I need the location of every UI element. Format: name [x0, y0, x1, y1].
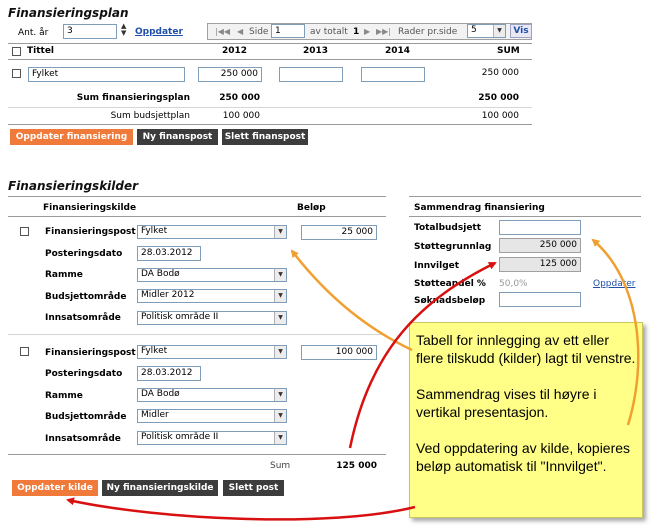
- effort-area-value: Politisk område II: [141, 432, 219, 442]
- new-finance-post-button[interactable]: Ny finanspost: [137, 129, 218, 145]
- pager-total-value: 1: [353, 27, 360, 37]
- effort-area-label: Innsatsområde: [45, 434, 121, 444]
- support-base-label: Støttegrunnlag: [414, 242, 492, 252]
- budget-area-label: Budsjettområde: [45, 412, 127, 422]
- frame-value: DA Bodø: [141, 269, 180, 279]
- total-budget-label: Totalbudsjett: [414, 223, 482, 233]
- callout-text-3: Ved oppdatering av kilde, kopieres beløp automatisk til "Innvilget".: [416, 440, 631, 474]
- source-amount-input[interactable]: 100 000: [301, 345, 377, 360]
- budget-area-value: Midler: [141, 410, 169, 420]
- arrow-red-up: [350, 263, 495, 448]
- sum-plan-label: Sum finansieringsplan: [76, 93, 190, 103]
- sum-budget-total: 100 000: [481, 111, 519, 121]
- first-page-icon[interactable]: |◀◀: [215, 27, 230, 36]
- summary-title: Sammendrag finansiering: [414, 203, 545, 213]
- support-base-field: 250 000: [499, 238, 581, 253]
- sum-plan-total: 250 000: [478, 93, 519, 103]
- years-label: Ant. år: [18, 28, 49, 38]
- col-amount: Beløp: [297, 203, 326, 213]
- sum-budget-2012: 100 000: [222, 111, 260, 121]
- date-label: Posteringsdato: [45, 369, 123, 379]
- show-button[interactable]: Vis: [510, 24, 532, 38]
- col-2014: 2014: [385, 46, 411, 56]
- source-amount-input[interactable]: 25 000: [301, 225, 377, 240]
- sum-budget-label: Sum budsjettplan: [110, 111, 190, 121]
- plan-title: Finansieringsplan: [8, 6, 129, 20]
- frame-label: Ramme: [45, 270, 83, 280]
- support-share-value: 50,0%: [499, 279, 528, 289]
- chevron-down-icon: ▼: [274, 389, 286, 401]
- date-label: Posteringsdato: [45, 249, 123, 259]
- source-post-value: Fylket: [141, 226, 168, 236]
- col-2013: 2013: [303, 46, 329, 56]
- delete-finance-post-button[interactable]: Slett finanspost: [222, 129, 308, 145]
- years-spinner-icon[interactable]: ▲ ▼: [121, 22, 127, 37]
- summary-update-link[interactable]: Oppdater: [593, 279, 636, 289]
- post-label: Finansieringspost: [45, 348, 136, 358]
- chevron-down-icon: ▼: [274, 312, 286, 324]
- next-page-icon[interactable]: ▶: [364, 27, 371, 36]
- arrow-orange-right: [593, 240, 638, 425]
- pager-page-input[interactable]: 1: [271, 24, 305, 38]
- sources-title: Finansieringskilder: [8, 179, 139, 193]
- row-sum-value: 250 000: [481, 68, 519, 78]
- chevron-down-icon: ▼: [493, 25, 505, 37]
- row-title-input[interactable]: Fylket: [28, 67, 185, 82]
- rows-per-page-value: 5: [471, 25, 477, 35]
- pager-total-label: av totalt: [310, 27, 348, 37]
- callout-text-2: Sammendrag vises til høyre i vertikal presentasjon.: [416, 386, 597, 420]
- granted-label: Innvilget: [414, 261, 460, 271]
- update-source-button[interactable]: Oppdater kilde: [12, 480, 98, 496]
- chevron-down-icon: ▼: [274, 269, 286, 281]
- col-title: Tittel: [27, 46, 55, 56]
- update-financing-button[interactable]: Oppdater finansiering: [10, 129, 133, 145]
- chevron-down-icon: ▼: [274, 226, 286, 238]
- chevron-down-icon: ▼: [274, 290, 286, 302]
- col-source: Finansieringskilde: [43, 203, 137, 213]
- arrow-red-bottom: [68, 500, 415, 519]
- granted-field: 125 000: [499, 257, 581, 272]
- effort-area-label: Innsatsområde: [45, 313, 121, 323]
- budget-area-value: Midler 2012: [141, 290, 195, 300]
- source-post-value: Fylket: [141, 346, 168, 356]
- chevron-down-icon: ▼: [274, 432, 286, 444]
- sum-plan-2012: 250 000: [219, 93, 260, 103]
- applied-amount-label: Søknadsbeløp: [414, 296, 486, 306]
- frame-value: DA Bodø: [141, 389, 180, 399]
- arrow-orange-left: [292, 251, 412, 350]
- date-input[interactable]: 28.03.2012: [137, 366, 201, 381]
- chevron-down-icon: ▼: [274, 346, 286, 358]
- sources-sum-value: 125 000: [336, 461, 377, 471]
- pager-rows-label: Rader pr.side: [398, 27, 458, 37]
- prev-page-icon[interactable]: ◀: [237, 27, 244, 36]
- budget-area-label: Budsjettområde: [45, 292, 127, 302]
- pager-side-label: Side: [249, 27, 269, 37]
- col-sum: SUM: [497, 46, 520, 56]
- years-input[interactable]: 3: [63, 24, 117, 39]
- delete-post-button[interactable]: Slett post: [223, 480, 284, 496]
- row-2012-input[interactable]: 250 000: [198, 67, 262, 82]
- sources-sum-label: Sum: [270, 461, 291, 471]
- last-page-icon[interactable]: ▶▶|: [376, 27, 391, 36]
- post-label: Finansieringspost: [45, 227, 136, 237]
- callout-text-1: Tabell for innlegging av ett eller flere tilskudd (kilder) lagt til venstre.: [416, 332, 636, 366]
- col-2012: 2012: [222, 46, 248, 56]
- frame-label: Ramme: [45, 391, 83, 401]
- effort-area-value: Politisk område II: [141, 312, 219, 322]
- new-source-button[interactable]: Ny finansieringskilde: [102, 480, 218, 496]
- support-share-label: Støtteandel %: [414, 279, 486, 289]
- date-input[interactable]: 28.03.2012: [137, 246, 201, 261]
- plan-update-link[interactable]: Oppdater: [135, 27, 183, 37]
- chevron-down-icon: ▼: [274, 410, 286, 422]
